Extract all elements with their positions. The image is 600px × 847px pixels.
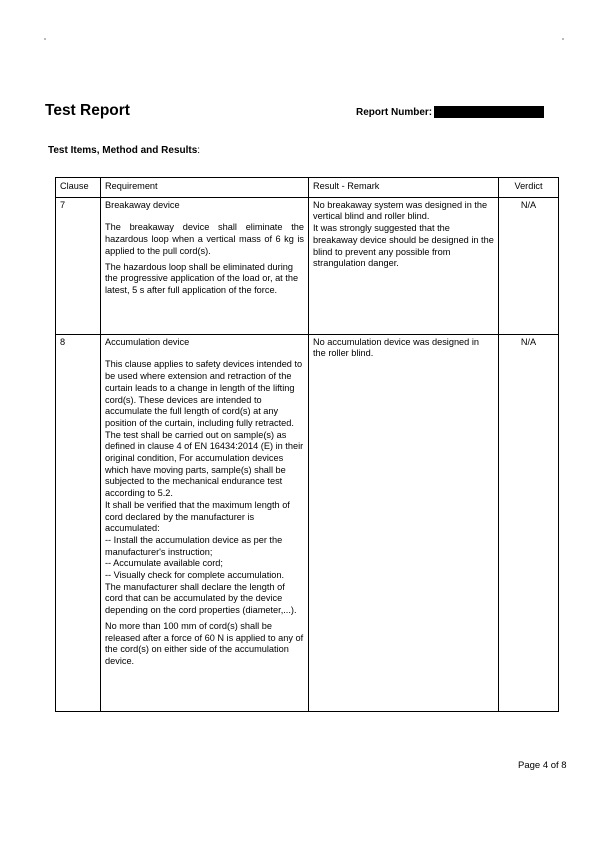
requirement-step: -- Install the accumulation device as per the manufacturer's instruction; <box>105 534 283 557</box>
remark-line: No breakaway system was designed in the vertical blind and roller blind. <box>313 199 488 222</box>
header-clause: Clause <box>56 178 101 198</box>
report-number-label: Report Number: <box>356 106 433 118</box>
requirement-title: Breakaway device <box>105 199 180 210</box>
verdict-cell: N/A <box>499 334 559 711</box>
requirement-cell <box>101 334 309 711</box>
table-row <box>56 334 559 711</box>
report-title: Test Report <box>45 102 130 119</box>
remark-cell <box>309 197 499 334</box>
requirement-step: -- Accumulate available cord; <box>105 558 223 569</box>
requirement-cell <box>101 197 309 334</box>
page-number: Page 4 of 8 <box>518 760 567 771</box>
table-row <box>56 197 559 334</box>
requirement-paragraph: It shall be verified that the maximum length of cord declared by the manufacturer is accumulated: <box>105 499 290 534</box>
header-verdict: Verdict <box>499 178 559 198</box>
results-table <box>55 177 559 712</box>
requirement-paragraph: The manufacturer shall declare the length of cord that can be accumulated by the device depending on the cord properties (diameter,...). <box>105 581 297 616</box>
remark-line: No accumulation device was designed in the roller blind. <box>313 336 479 359</box>
header-requirement: Requirement <box>101 178 309 198</box>
scan-speck <box>44 38 46 40</box>
clause-cell: 8 <box>56 334 101 711</box>
requirement-paragraph: The hazardous loop shall be eliminated during the progressive application of the load or, at the latest, 5 s after full application of the force. <box>105 261 299 295</box>
clause-cell: 7 <box>56 197 101 334</box>
remark-cell <box>309 334 499 711</box>
requirement-paragraph: This clause applies to safety devices intended to be used where extension and retraction of the curtain leads to a change in length of the lifting cord(s). These devices are intended to accumulate the full length of cord(s) at any position of the curtain, including fully retracted. <box>105 359 303 428</box>
header-result-remark: Result - Remark <box>309 178 499 198</box>
section-heading <box>48 145 200 156</box>
verdict-cell: N/A <box>499 197 559 334</box>
redacted-report-number <box>434 106 544 118</box>
requirement-paragraph: No more than 100 mm of cord(s) shall be released after a force of 60 N is applied to any of the cord(s) on either side of the accumulation device. <box>105 620 304 666</box>
scan-speck <box>562 38 564 40</box>
requirement-step: -- Visually check for complete accumulation. <box>105 570 285 581</box>
requirement-title: Accumulation device <box>105 336 190 347</box>
report-number <box>356 106 544 118</box>
section-heading-colon: : <box>197 145 201 156</box>
requirement-paragraph: The breakaway device shall eliminate the hazardous loop when a vertical mass of 6 kg is applied to the pull cord(s). <box>105 222 304 256</box>
table-header-row <box>56 178 559 198</box>
requirement-paragraph: The test shall be carried out on sample(s) as defined in clause 4 of EN 16434:2014 (E) in their original condition, For accumulation devices which have moving parts, sample(s) shall be subjected to the mechanical endurance test according to 5.2. <box>105 429 304 499</box>
section-heading-text: Test Items, Method and Results <box>48 145 198 156</box>
remark-line: It was strongly suggested that the breakaway device should be designed in the blind to prevent any possible from strangulation danger. <box>313 223 494 269</box>
